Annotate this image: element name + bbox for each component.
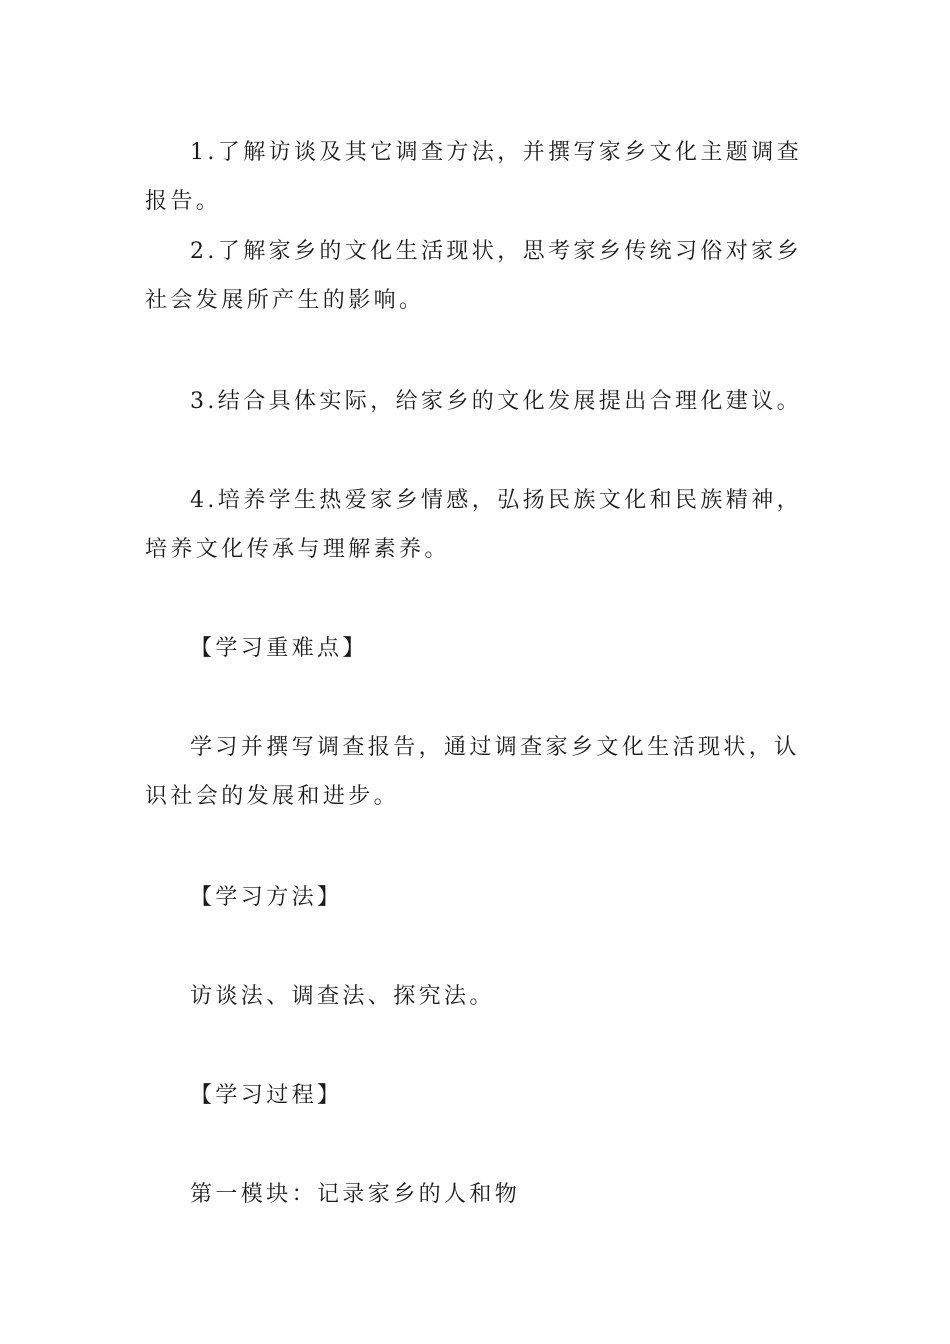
key-points-text: 学习并撰写调查报告，通过调查家乡文化生活现状，认识社会的发展和进步。 bbox=[145, 735, 800, 809]
objective-2: 2.了解家乡的文化生活现状，思考家乡传统习俗对家乡社会发展所产生的影响。 bbox=[145, 239, 802, 313]
process-heading: 【学习过程】 bbox=[190, 1083, 343, 1108]
methods-text: 访谈法、调查法、探究法。 bbox=[190, 984, 495, 1009]
objective-3: 3.结合具体实际，给家乡的文化发展提出合理化建议。 bbox=[190, 389, 802, 414]
key-points-heading: 【学习重难点】 bbox=[190, 636, 368, 661]
methods-heading: 【学习方法】 bbox=[190, 885, 343, 910]
objective-4: 4.培养学生热爱家乡情感，弘扬民族文化和民族精神，培养文化传承与理解素养。 bbox=[145, 488, 802, 562]
objective-1: 1.了解访谈及其它调查方法，并撰写家乡文化主题调查报告。 bbox=[145, 140, 802, 214]
module-1-title: 第一模块：记录家乡的人和物 bbox=[190, 1182, 521, 1207]
